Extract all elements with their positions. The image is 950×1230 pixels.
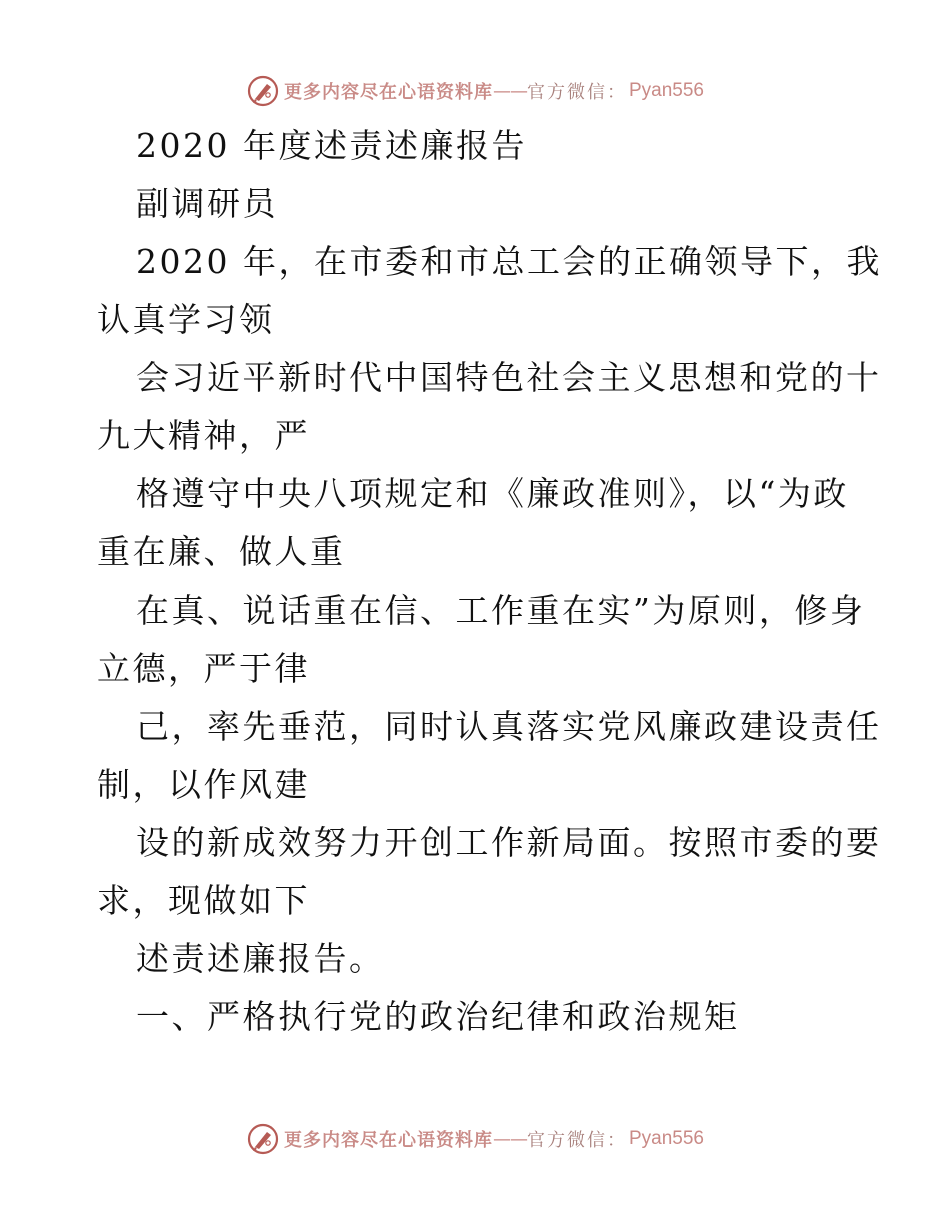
document-title: 2020 年度述责述廉报告 <box>136 126 527 165</box>
body-line: 认真学习领 <box>97 300 275 339</box>
watermark-library-text: 更多内容尽在心语资料库 <box>283 82 493 103</box>
section-heading: 一、严格执行党的政治纪律和政治规矩 <box>136 997 740 1036</box>
author-title: 副调研员 <box>136 184 278 223</box>
body-line: 重在廉、做人重 <box>97 532 346 571</box>
body-line: 己，率先垂范，同时认真落实党风廉政建设责任 <box>136 707 882 746</box>
watermark-dash: —— <box>492 80 527 102</box>
header-watermark <box>0 71 950 111</box>
watermark-wechat-id: Pyan556 <box>628 1128 704 1149</box>
pen-seal-logo-icon <box>246 74 280 108</box>
body-line: 会习近平新时代中国特色社会主义思想和党的十 <box>136 358 882 397</box>
watermark-library-text: 更多内容尽在心语资料库 <box>283 1130 493 1151</box>
body-line: 立德，严于律 <box>97 649 310 688</box>
watermark-dash: —— <box>492 1128 527 1150</box>
watermark-wechat-id: Pyan556 <box>628 80 704 101</box>
body-line: 九大精神，严 <box>97 416 310 455</box>
body-line: 格遵守中央八项规定和《廉政准则》，以“为政 <box>136 474 849 513</box>
watermark-wechat-label: 官方微信： <box>526 82 627 103</box>
body-line: 制，以作风建 <box>97 765 310 804</box>
watermark-wechat-label: 官方微信： <box>526 1130 627 1151</box>
body-line: 设的新成效努力开创工作新局面。按照市委的要 <box>136 823 882 862</box>
body-line: 求，现做如下 <box>97 881 310 920</box>
body-line: 在真、说话重在信、工作重在实”为原则，修身 <box>136 591 866 630</box>
body-line: 述责述廉报告。 <box>136 939 385 978</box>
footer-watermark <box>0 1119 950 1159</box>
body-line: 2020 年，在市委和市总工会的正确领导下，我 <box>136 242 882 281</box>
pen-seal-logo-icon <box>246 1122 280 1156</box>
